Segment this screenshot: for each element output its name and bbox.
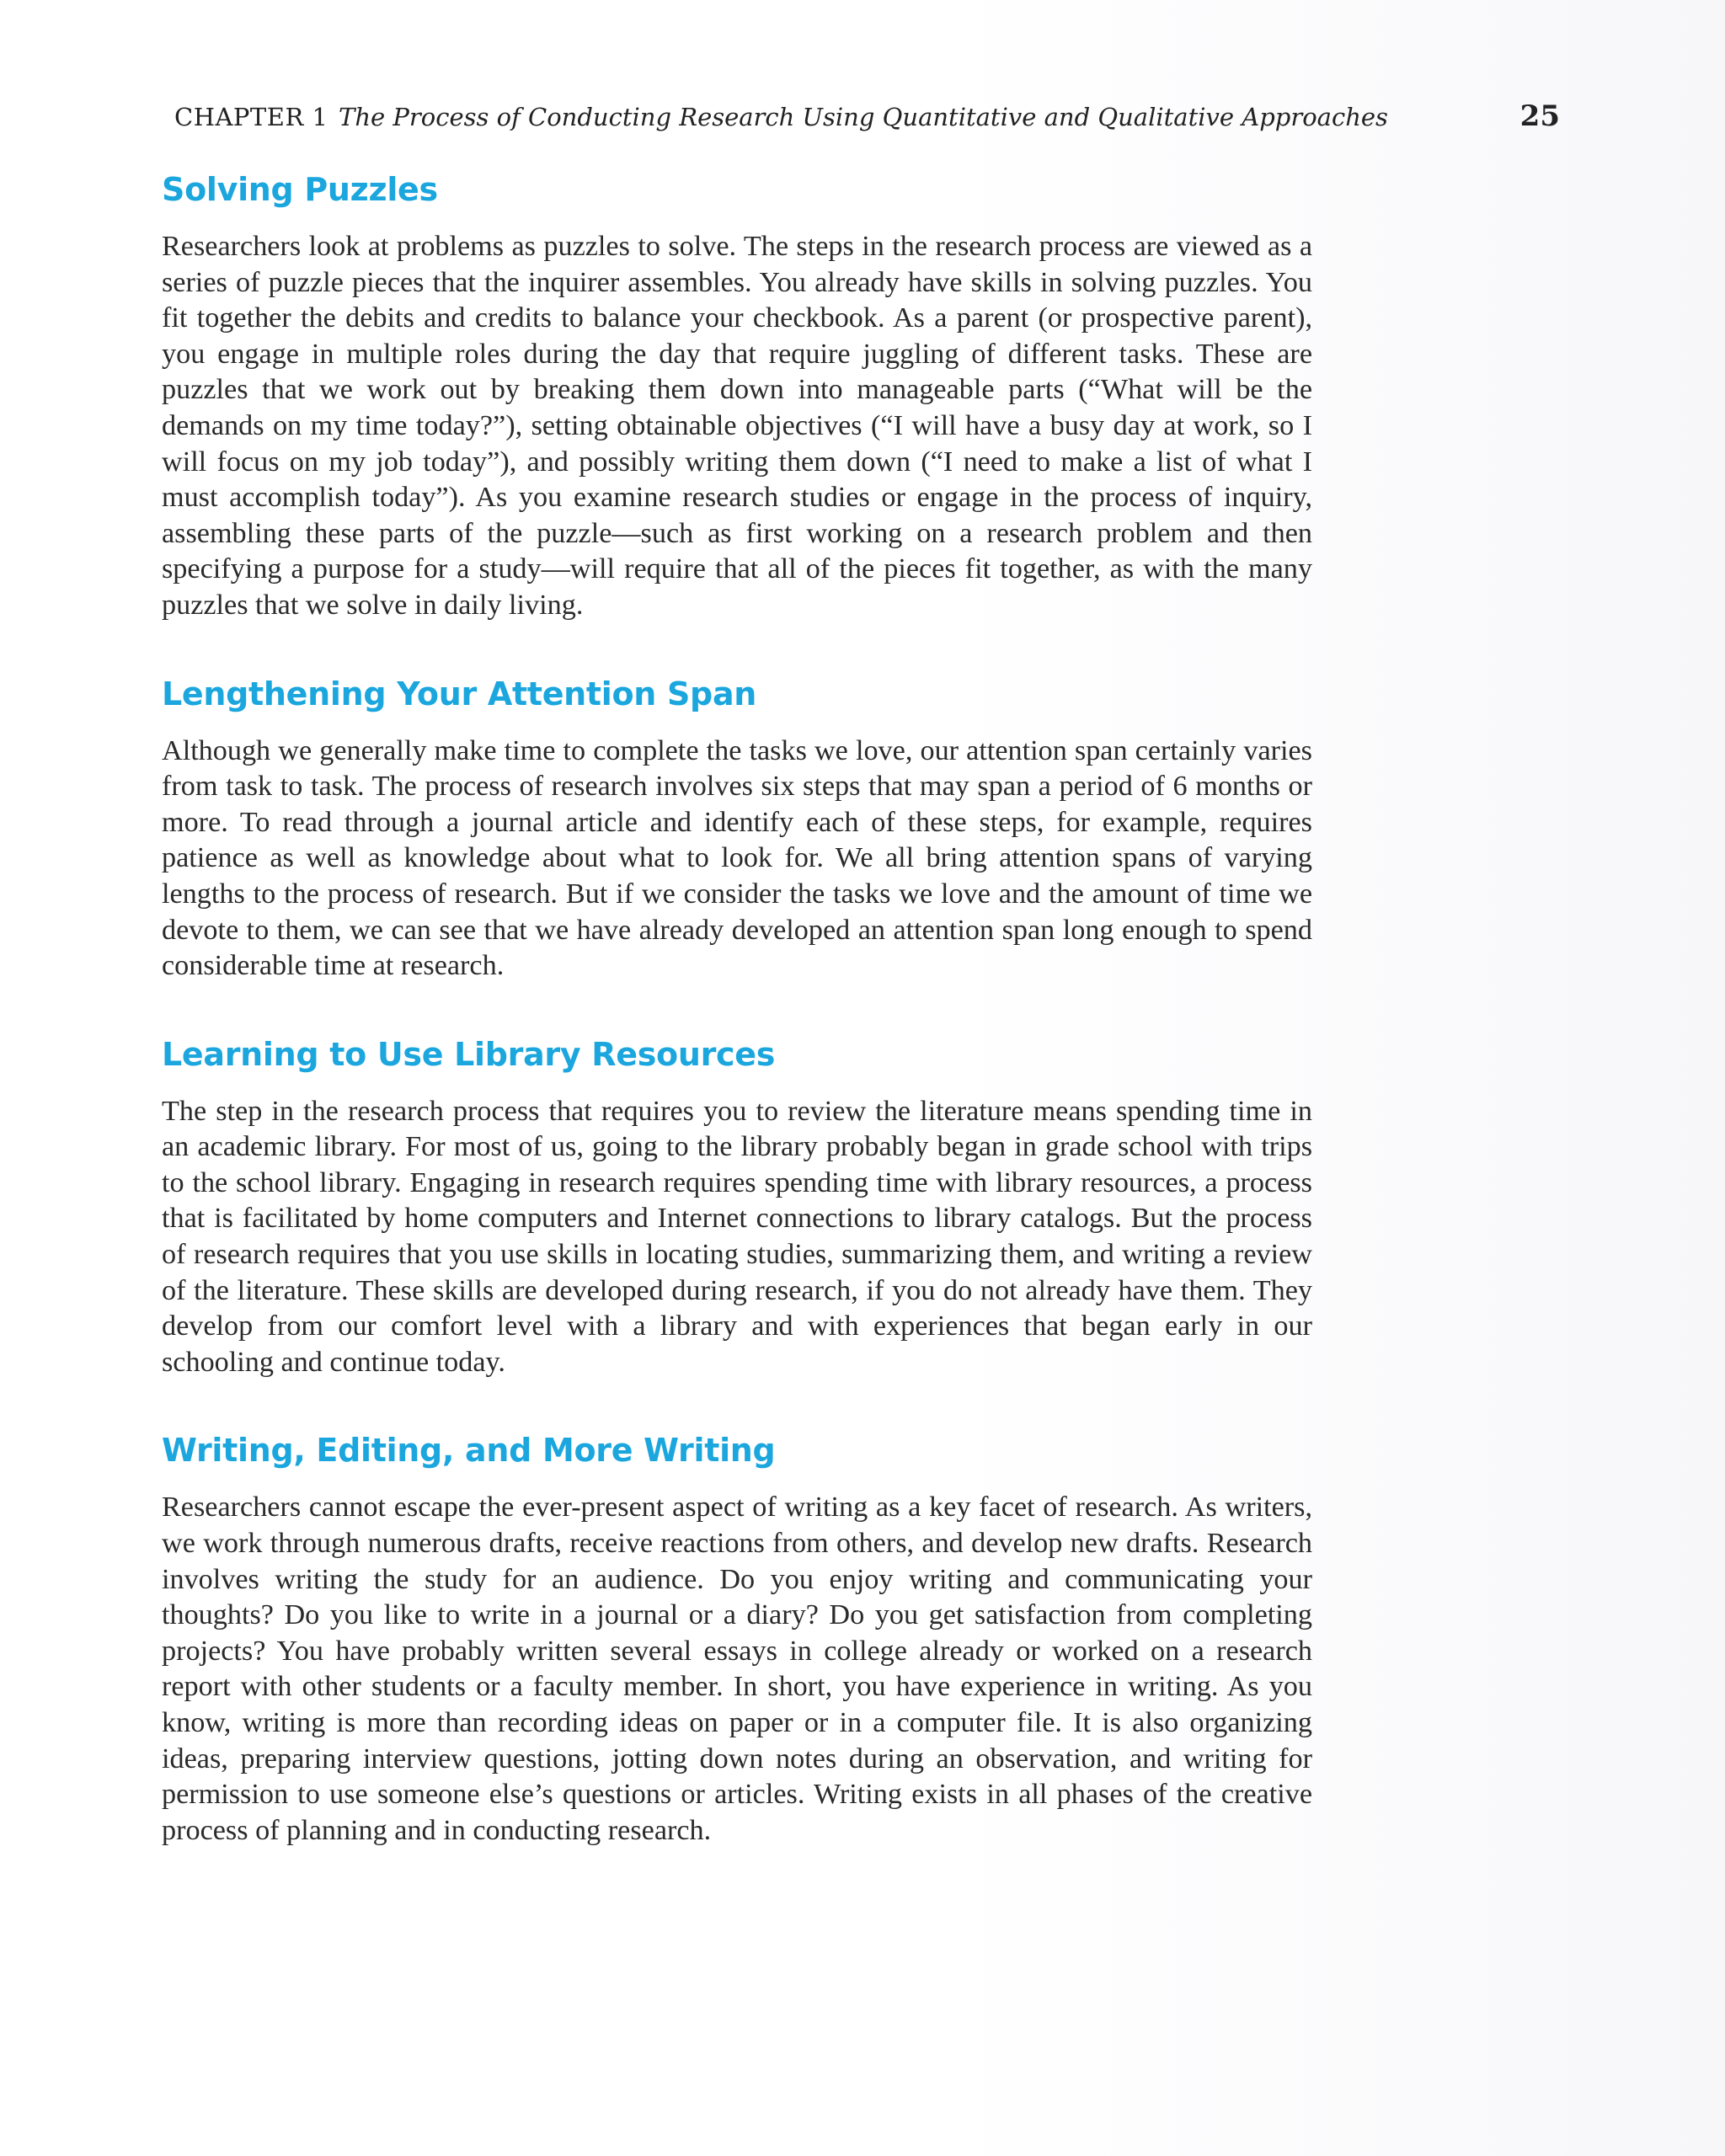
- section-paragraph: Researchers cannot escape the ever-present aspect of writing as a key facet of research. As writers, we work through numerous drafts, receive reactions from others, and develop new drafts. Research involves writing the study for an audience. Do you enjoy writing and communicating your thoughts? Do you like to write in a journal or a diary? Do you get satisfaction from completing projects? You have probably written several essays in college already or worked on a research report with other students or a faculty member. In short, you have experience in writing. As you know, writing is more than recording ideas on paper or in a computer file. It is also organizing ideas, preparing interview questions, jotting down notes during an observation, and writing for permission to use someone else’s questions or articles. Writing exists in all phases of the creative process of planning and in conducting research.: [162, 1492, 1312, 1846]
- section-writing-editing: [162, 1429, 1312, 1849]
- chapter-title: The Process of Conducting Research Using Quantitative and Qualitative Approaches: [339, 103, 1388, 131]
- page-content: [162, 168, 1312, 1897]
- section-library-resources: [162, 1033, 1312, 1381]
- section-paragraph: Although we generally make time to complete the tasks we love, our attention span certainly varies from task to task. The process of research involves six steps that may span a period of 6 months or more. To read through a journal article and identify each of these steps, for example, requires patience as well as knowledge about what to look for. We all bring attention spans of varying lengths to the process of research. But if we consider the tasks we love and the amount of time we devote to them, we can see that we have already developed an attention span long enough to spend considerable time at research.: [162, 734, 1312, 982]
- section-attention-span: [162, 673, 1312, 985]
- section-heading: Writing, Editing, and More Writing: [162, 1432, 776, 1470]
- section-heading: Learning to Use Library Resources: [162, 1035, 776, 1073]
- chapter-label: CHAPTER 1: [174, 103, 328, 131]
- page-number: 25: [1519, 99, 1560, 133]
- section-solving-puzzles: [162, 168, 1312, 624]
- running-head: [174, 99, 1560, 138]
- section-paragraph: The step in the research process that requires you to review the literature means spending time in an academic library. For most of us, going to the library probably began in grade school with trips to the school library. Engaging in research requires spending time with library resources, a process that is facilitated by home computers and Internet connections to library catalogs. But the process of research requires that you use skills in locating studies, summarizing them, and writing a review of the literature. These skills are developed during research, if you do not already have them. They develop from our comfort level with a library and with experiences that began early in our schooling and continue today.: [162, 1095, 1312, 1378]
- section-heading: Solving Puzzles: [162, 171, 438, 208]
- section-heading: Lengthening Your Attention Span: [162, 675, 757, 712]
- section-paragraph: Researchers look at problems as puzzles to solve. The steps in the research process are viewed as a series of puzzle pieces that the inquirer assembles. You already have skills in solving puzzles. You fit together the debits and credits to balance your checkbook. As a parent (or prospective parent), you engage in multiple roles during the day that require juggling of different tasks. These are puzzles that we work out by breaking them down into manageable parts (“What will be the demands on my time today?”), setting obtainable objectives (“I will have a busy day at work, so I will focus on my job today”), and possibly writing them down (“I need to make a list of what I must accomplish today”). As you examine research studies or engage in the process of inquiry, assembling these parts of the puzzle—such as first working on a research problem and then specifying a purpose for a study—will require that all of the pieces fit together, as with the many puzzles that we solve in daily living.: [162, 231, 1312, 621]
